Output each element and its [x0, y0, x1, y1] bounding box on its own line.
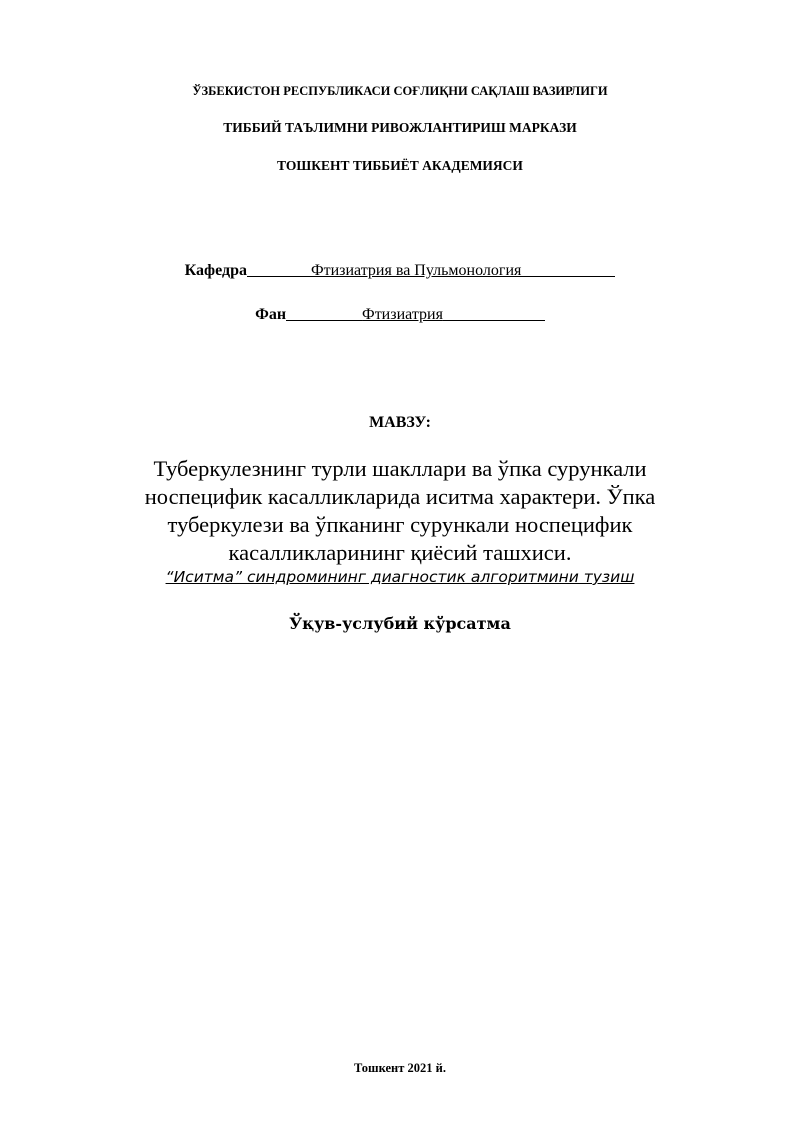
center-heading: ТИББИЙ ТАЪЛИМНИ РИВОЖЛАНТИРИШ МАРКАЗИ: [223, 120, 577, 135]
kafedra-row: [0, 262, 800, 280]
ministry-heading: ЎЗБЕКИСТОН РЕСПУБЛИКАСИ СОҒЛИҚНИ САҚЛАШ ВАЗИРЛИГИ: [192, 84, 608, 98]
topic-line-2: носпецифик касалликларида иситма характери. Ўпка: [144, 484, 656, 509]
topic-line-3: туберкулези ва ўпканинг сурункали носпецифик: [167, 512, 633, 537]
topic-subtitle: “Иситма” синдромининг диагностик алгоритмини тузиш: [165, 568, 635, 586]
fan-row: [0, 306, 800, 324]
topic-label: МАВЗУ:: [369, 414, 431, 431]
kafedra-label: Кафедра: [184, 262, 247, 279]
topic-title: [100, 455, 700, 567]
kafedra-value: Фтизиатрия ва Пульмонология: [310, 262, 522, 279]
academy-heading: ТОШКЕНТ ТИББИЁТ АКАДЕМИЯСИ: [277, 158, 523, 173]
kafedra-blank-before: [247, 275, 311, 277]
fan-value: Фтизиатрия: [362, 306, 443, 323]
topic-line-1: Туберкулезнинг турли шакллари ва ўпка сурункали: [153, 456, 647, 481]
kafedra-blank-after: [521, 275, 615, 277]
footer-city-year: Тошкент 2021 й.: [354, 1061, 446, 1075]
fan-label: Фан: [255, 306, 287, 323]
fan-blank-before: [286, 319, 362, 321]
topic-line-4: касалликларининг қиёсий ташхиси.: [228, 540, 572, 565]
fan-blank-after: [443, 319, 545, 321]
document-type: Ўқув-услубий кўрсатма: [289, 614, 511, 633]
